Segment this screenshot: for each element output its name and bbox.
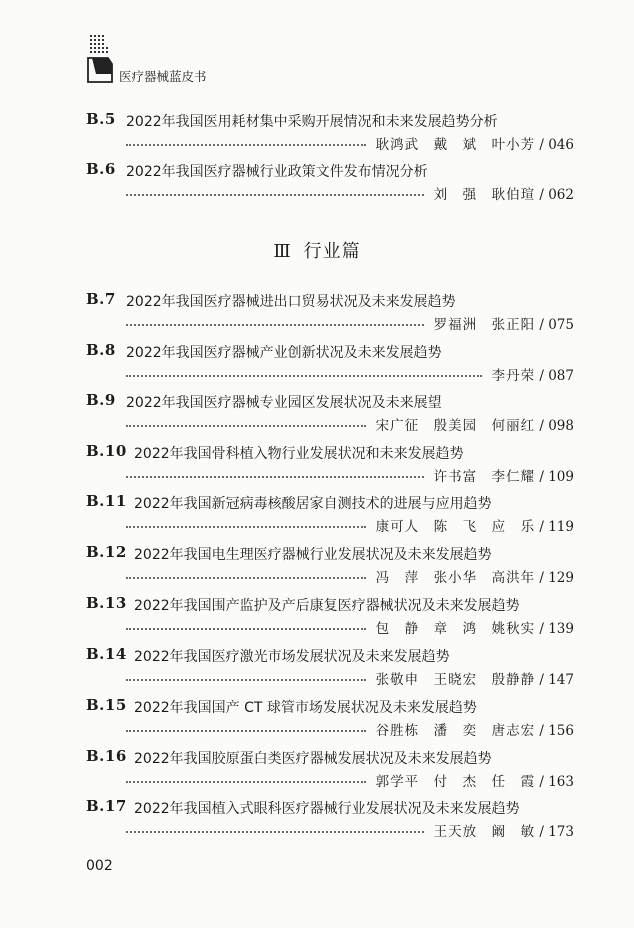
page-separator: / (535, 317, 549, 333)
page-separator: / (535, 137, 549, 153)
entry-meta (376, 566, 574, 586)
entry-meta (434, 465, 574, 485)
dot-leader (126, 516, 366, 528)
entry-meta (376, 515, 574, 535)
entry-page: 129 (548, 570, 574, 586)
entry-meta (376, 133, 574, 153)
dot-leader (126, 184, 424, 196)
book-series-title: 医疗器械蓝皮书 (119, 69, 207, 84)
entry-authors: 王天放 阚 敏 (433, 824, 536, 840)
page-separator: / (535, 519, 549, 535)
entry-title: 2022年我国电生理医疗器械行业发展状况及未来发展趋势 (134, 547, 492, 563)
entry-title: 2022年我国骨科植入物行业发展状况和未来发展趋势 (134, 446, 464, 462)
entry-page: 163 (548, 774, 574, 790)
toc-entry[interactable] (0, 797, 634, 841)
section-numeral: Ⅲ (273, 241, 292, 262)
dot-leader (126, 415, 366, 427)
entry-number: B.16 (86, 747, 127, 765)
dot-leader (126, 365, 482, 377)
entry-authors: 许书富 李仁耀 (433, 469, 536, 485)
entry-authors: 包 静 章 鸿 姚秋实 (375, 621, 536, 637)
entry-title: 2022年我国植入式眼科医疗器械行业发展状况及未来发展趋势 (134, 801, 520, 817)
toc-entry[interactable] (0, 645, 634, 689)
toc-entry[interactable] (0, 696, 634, 740)
entry-page: 062 (548, 187, 574, 203)
dot-leader (126, 821, 424, 833)
page-separator: / (535, 368, 549, 384)
dot-leader (126, 314, 424, 326)
dot-leader (126, 771, 366, 783)
entry-title: 2022年我国医疗器械专业园区发展状况及未来展望 (126, 395, 442, 411)
entry-meta (376, 719, 574, 739)
entry-page: 173 (548, 824, 574, 840)
entry-title: 2022年我国新冠病毒核酸居家自测技术的进展与应用趋势 (134, 496, 492, 512)
entry-number: B.13 (86, 594, 127, 612)
entry-page: 087 (548, 368, 574, 384)
toc-entry[interactable] (0, 290, 634, 334)
page-separator: / (535, 418, 549, 434)
entry-number: B.15 (86, 696, 127, 714)
dot-leader (126, 567, 366, 579)
entry-number: B.8 (86, 341, 116, 359)
entry-meta (376, 617, 574, 637)
entry-authors: 康可人 陈 飞 应 乐 (375, 519, 536, 535)
entry-authors: 谷胜栋 潘 奕 唐志宏 (375, 723, 536, 739)
book-series-logo-icon (86, 34, 114, 84)
entry-number: B.10 (86, 442, 127, 460)
entry-title: 2022年我国围产监护及产后康复医疗器械状况及未来发展趋势 (134, 598, 520, 614)
dot-leader (126, 466, 424, 478)
page-number: 002 (86, 858, 113, 874)
entry-title: 2022年我国医用耗材集中采购开展情况和未来发展趋势分析 (126, 114, 498, 130)
toc-entry[interactable] (0, 747, 634, 791)
entry-page: 119 (548, 519, 574, 535)
toc-entry[interactable] (0, 341, 634, 385)
page-separator: / (535, 824, 549, 840)
entry-number: B.12 (86, 543, 127, 561)
entry-page: 098 (548, 418, 574, 434)
entry-title: 2022年我国胶原蛋白类医疗器械发展状况及未来发展趋势 (134, 751, 492, 767)
entry-title: 2022年我国医疗激光市场发展状况及未来发展趋势 (134, 649, 450, 665)
page-separator: / (535, 621, 549, 637)
entry-title: 2022年我国医疗器械进出口贸易状况及未来发展趋势 (126, 294, 456, 310)
page-separator: / (535, 723, 549, 739)
toc-entry[interactable] (0, 492, 634, 536)
entry-number: B.11 (86, 492, 127, 510)
entry-authors: 罗福洲 张正阳 (433, 317, 536, 333)
entry-page: 075 (548, 317, 574, 333)
entry-authors: 张敬申 王晓宏 殷静静 (375, 672, 536, 688)
entry-number: B.7 (86, 290, 116, 308)
entry-page: 147 (548, 672, 574, 688)
dot-leader (126, 134, 366, 146)
page-separator: / (535, 187, 549, 203)
entry-meta (492, 364, 574, 384)
toc-entry[interactable] (0, 594, 634, 638)
entry-page: 109 (548, 469, 574, 485)
toc-entry[interactable] (0, 543, 634, 587)
section-title-text: 行业篇 (303, 241, 361, 262)
entry-authors: 耿鸿武 戴 斌 叶小芳 (375, 137, 536, 153)
entry-meta (434, 820, 574, 840)
dot-leader (126, 720, 366, 732)
entry-number: B.14 (86, 645, 127, 663)
dot-leader (126, 669, 366, 681)
page-separator: / (535, 469, 549, 485)
entry-page: 156 (548, 723, 574, 739)
entry-authors: 郭学平 付 杰 任 霞 (375, 774, 536, 790)
entry-meta (376, 770, 574, 790)
entry-page: 046 (548, 137, 574, 153)
entry-authors: 刘 强 耿伯瑄 (433, 187, 536, 203)
entry-number: B.17 (86, 797, 127, 815)
entry-authors: 宋广征 殷美园 何丽红 (375, 418, 536, 434)
toc-entry[interactable] (0, 442, 634, 486)
entry-meta (376, 668, 574, 688)
entry-meta (434, 183, 574, 203)
entry-title: 2022年我国医疗器械产业创新状况及未来发展趋势 (126, 345, 442, 361)
toc-entry[interactable] (0, 110, 634, 154)
entry-title: 2022年我国国产 CT 球管市场发展状况及未来发展趋势 (134, 700, 477, 716)
page-separator: / (535, 570, 549, 586)
entry-title: 2022年我国医疗器械行业政策文件发布情况分析 (126, 164, 428, 180)
entry-number: B.9 (86, 391, 116, 409)
toc-entry[interactable] (0, 391, 634, 435)
toc-entry[interactable] (0, 160, 634, 204)
entry-authors: 冯 萍 张小华 高洪年 (375, 570, 536, 586)
section-heading (0, 237, 634, 263)
entry-authors: 李丹荣 (491, 368, 536, 384)
entry-meta (376, 414, 574, 434)
entry-number: B.6 (86, 160, 116, 178)
entry-number: B.5 (86, 110, 116, 128)
page-separator: / (535, 672, 549, 688)
entry-meta (434, 313, 574, 333)
dot-leader (126, 618, 366, 630)
entry-page: 139 (548, 621, 574, 637)
page-separator: / (535, 774, 549, 790)
